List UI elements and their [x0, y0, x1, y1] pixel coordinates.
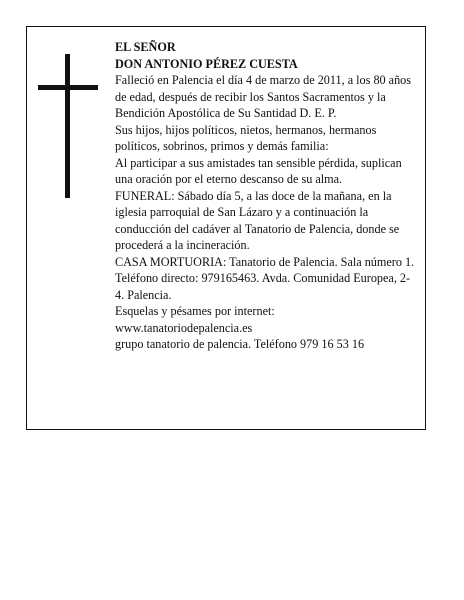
website-link: www.tanatoriodepalencia.es	[115, 320, 253, 335]
obituary-notice	[26, 26, 426, 430]
online-condolences-label: Esquelas y pésames por internet:	[115, 304, 275, 318]
cross-vertical-bar	[65, 54, 70, 198]
deceased-name: DON ANTONIO PÉREZ CUESTA	[115, 56, 298, 71]
funeral-details: FUNERAL: Sábado día 5, a las doce de la mañana, en la iglesia parroquial de San Lázaro y a continuación la conducción del cadáver al Tanatorio de Palencia, donde se procederá a la incineración.	[115, 188, 400, 252]
prayer-request: Al participar a sus amistades tan sensible pérdida, suplican una oración por el eterno descanso de su alma.	[115, 155, 402, 186]
notice-title-line1: EL SEÑOR	[115, 40, 176, 54]
death-notice: Falleció en Palencia el día 4 de marzo de 2011, a los 80 años de edad, después de recibir los Santos Sacramentos y la Bendición Apostólica de Su Santidad D. E. P.	[115, 73, 412, 120]
mortuary-details: CASA MORTUORIA: Tanatorio de Palencia. Sala número 1. Teléfono directo: 979165463. Avda. Comunidad Europea, 2-4. Palencia.	[115, 254, 415, 302]
latin-cross-icon	[38, 54, 98, 198]
notice-text	[115, 39, 419, 353]
cross-horizontal-bar	[38, 85, 98, 90]
family-list: Sus hijos, hijos políticos, nietos, hermanos, hermanos políticos, sobrinos, primos y demás familia:	[115, 122, 377, 153]
footer-contact: grupo tanatorio de palencia. Teléfono 979 16 53 16	[115, 337, 365, 351]
